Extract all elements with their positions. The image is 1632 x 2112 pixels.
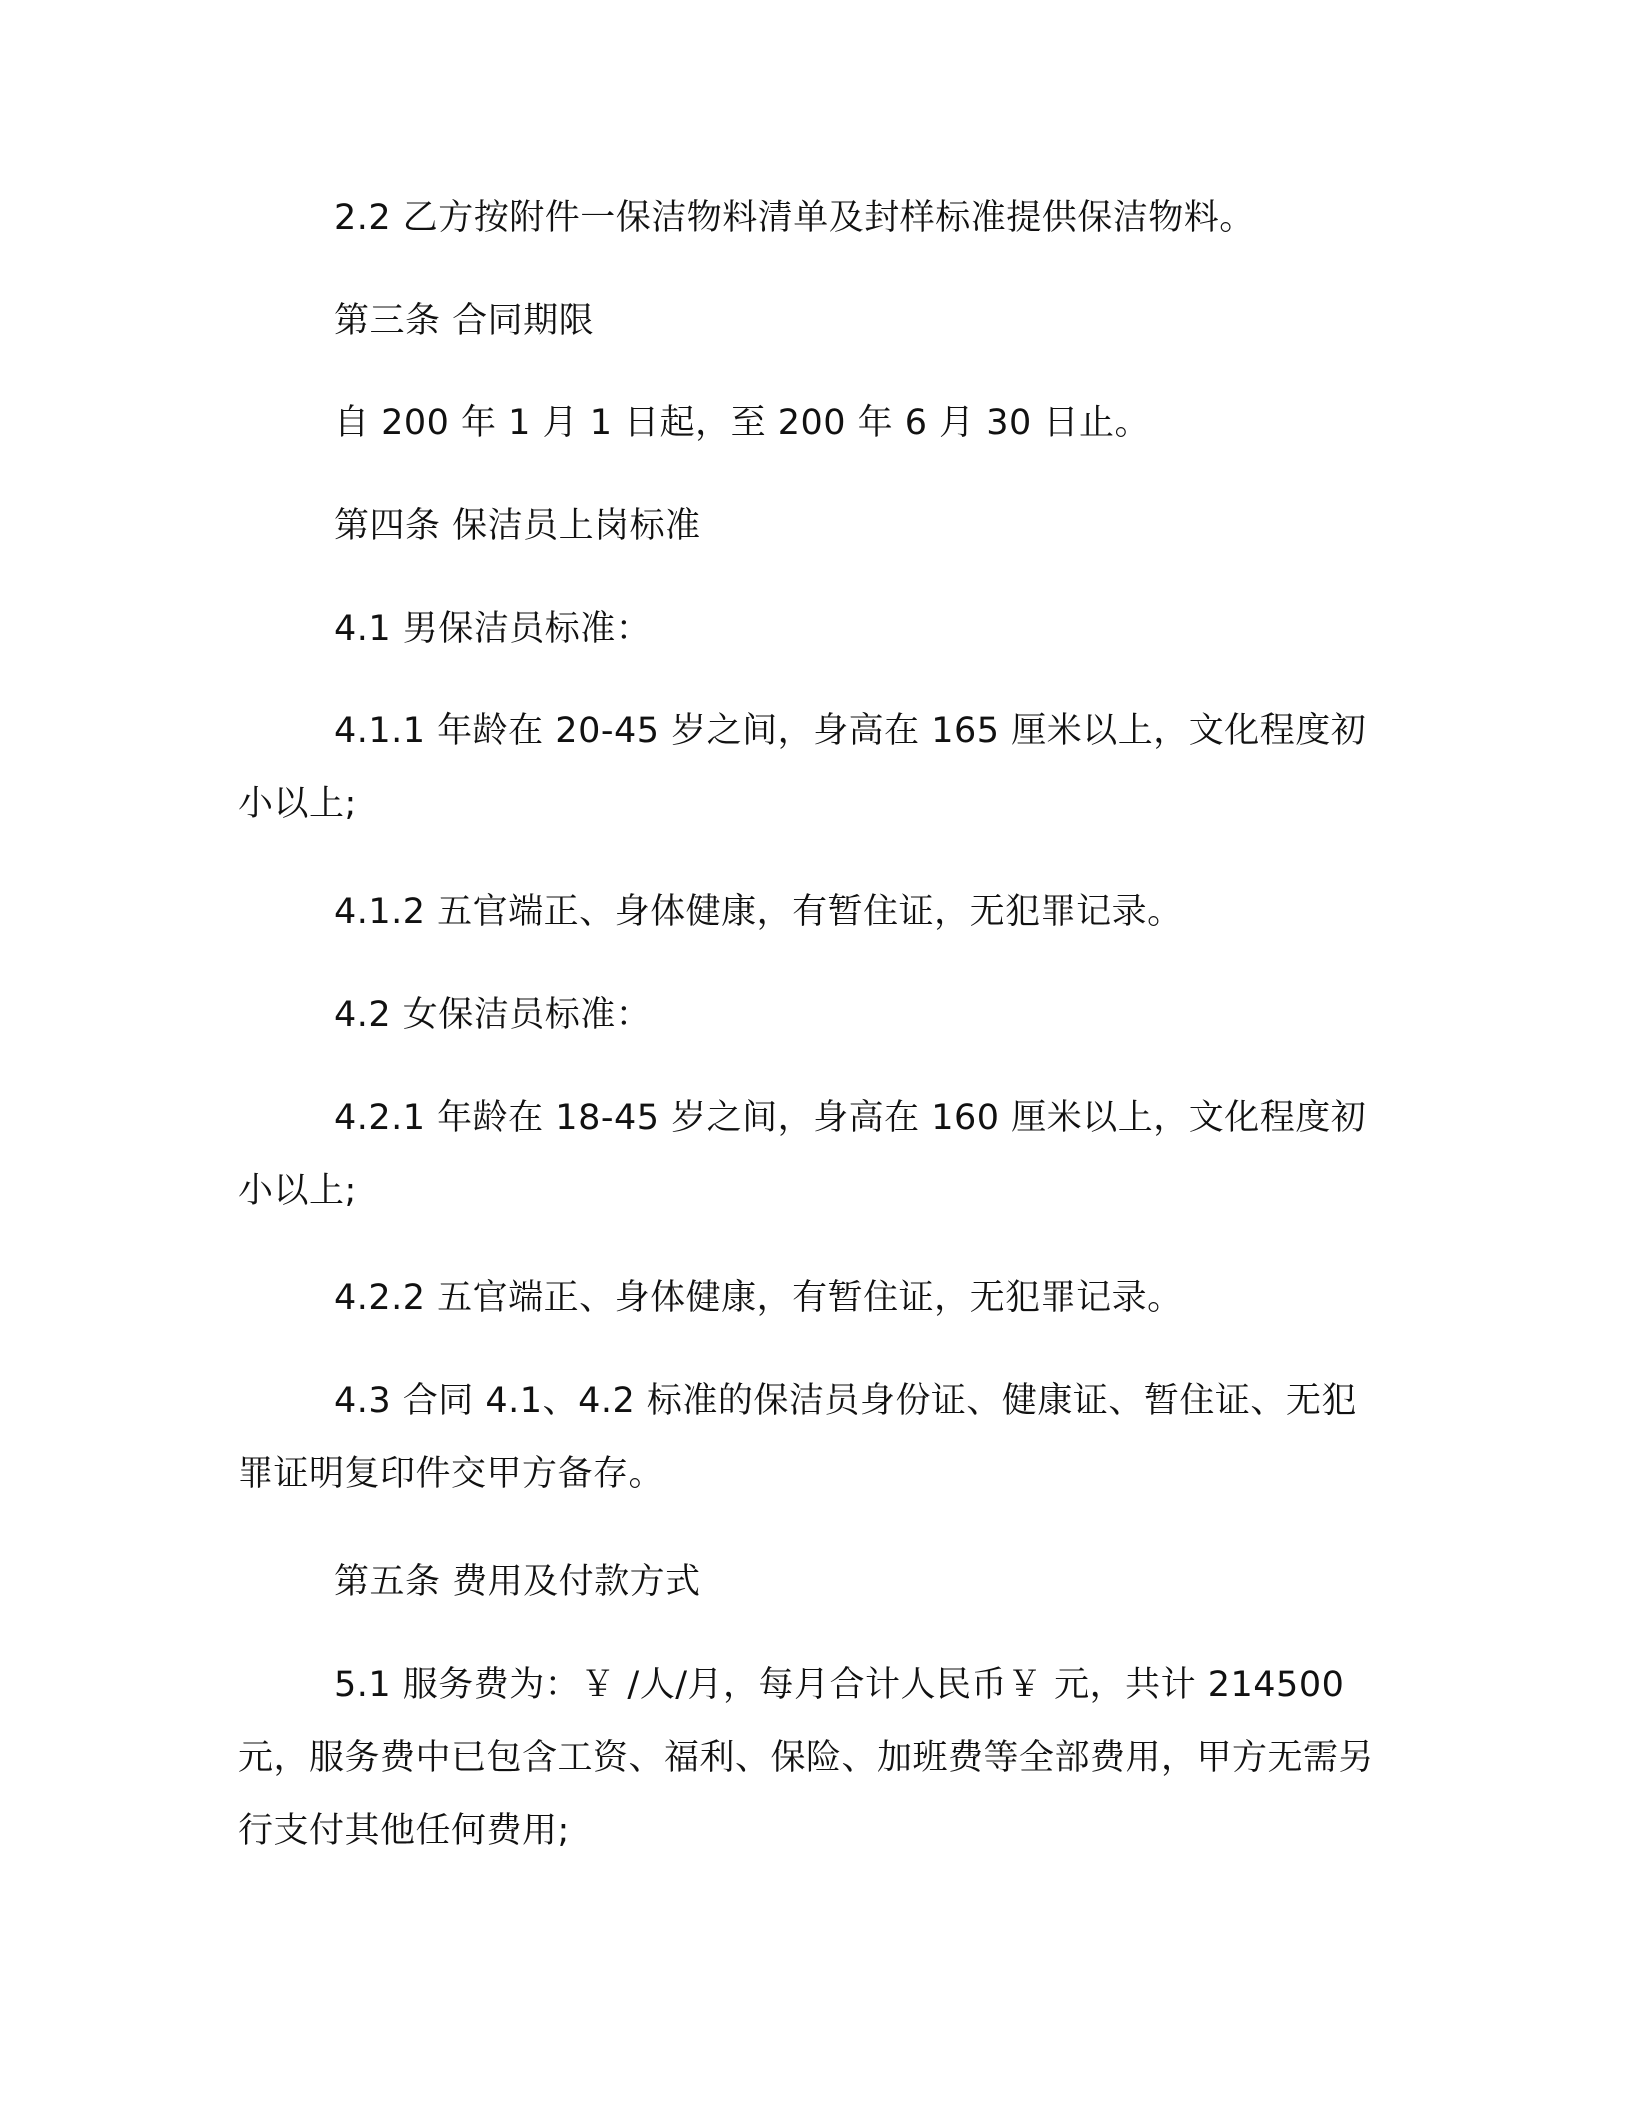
paragraph-4-2: 4.2 女保洁员标准： [334,995,652,1035]
paragraph-4-2-1: 4.2.1 年龄在 18-45 岁之间，身高在 160 厘米以上，文化程度初小以上; [238,1098,1367,1211]
paragraph-4-1: 4.1 男保洁员标准： [334,609,652,649]
heading-article-3: 第三条 合同期限 [334,301,595,341]
paragraph-4-3: 4.3 合同 4.1、4.2 标准的保洁员身份证、健康证、暂住证、无犯罪证明复印件交甲方备存。 [238,1381,1357,1494]
paragraph-4-2-2: 4.2.2 五官端正、身体健康，有暂住证，无犯罪记录。 [334,1278,1183,1318]
heading-article-5: 第五条 费用及付款方式 [334,1562,701,1602]
paragraph-2-2: 2.2 乙方按附件一保洁物料清单及封样标准提供保洁物料。 [334,198,1255,238]
paragraph-4-1-2: 4.1.2 五官端正、身体健康，有暂住证，无犯罪记录。 [334,892,1183,932]
paragraph-4-1-1: 4.1.1 年龄在 20-45 岁之间，身高在 165 厘米以上，文化程度初小以上; [238,711,1367,824]
heading-article-4: 第四条 保洁员上岗标准 [334,506,701,546]
paragraph-contract-period: 自 200 年 1 月 1 日起，至 200 年 6 月 30 日止。 [334,403,1150,443]
paragraph-5-1: 5.1 服务费为：￥ /人/月，每月合计人民币￥ 元，共计 214500 元，服务费中已包含工资、福利、保险、加班费等全部费用，甲方无需另行支付其他任何费用; [238,1665,1375,1851]
